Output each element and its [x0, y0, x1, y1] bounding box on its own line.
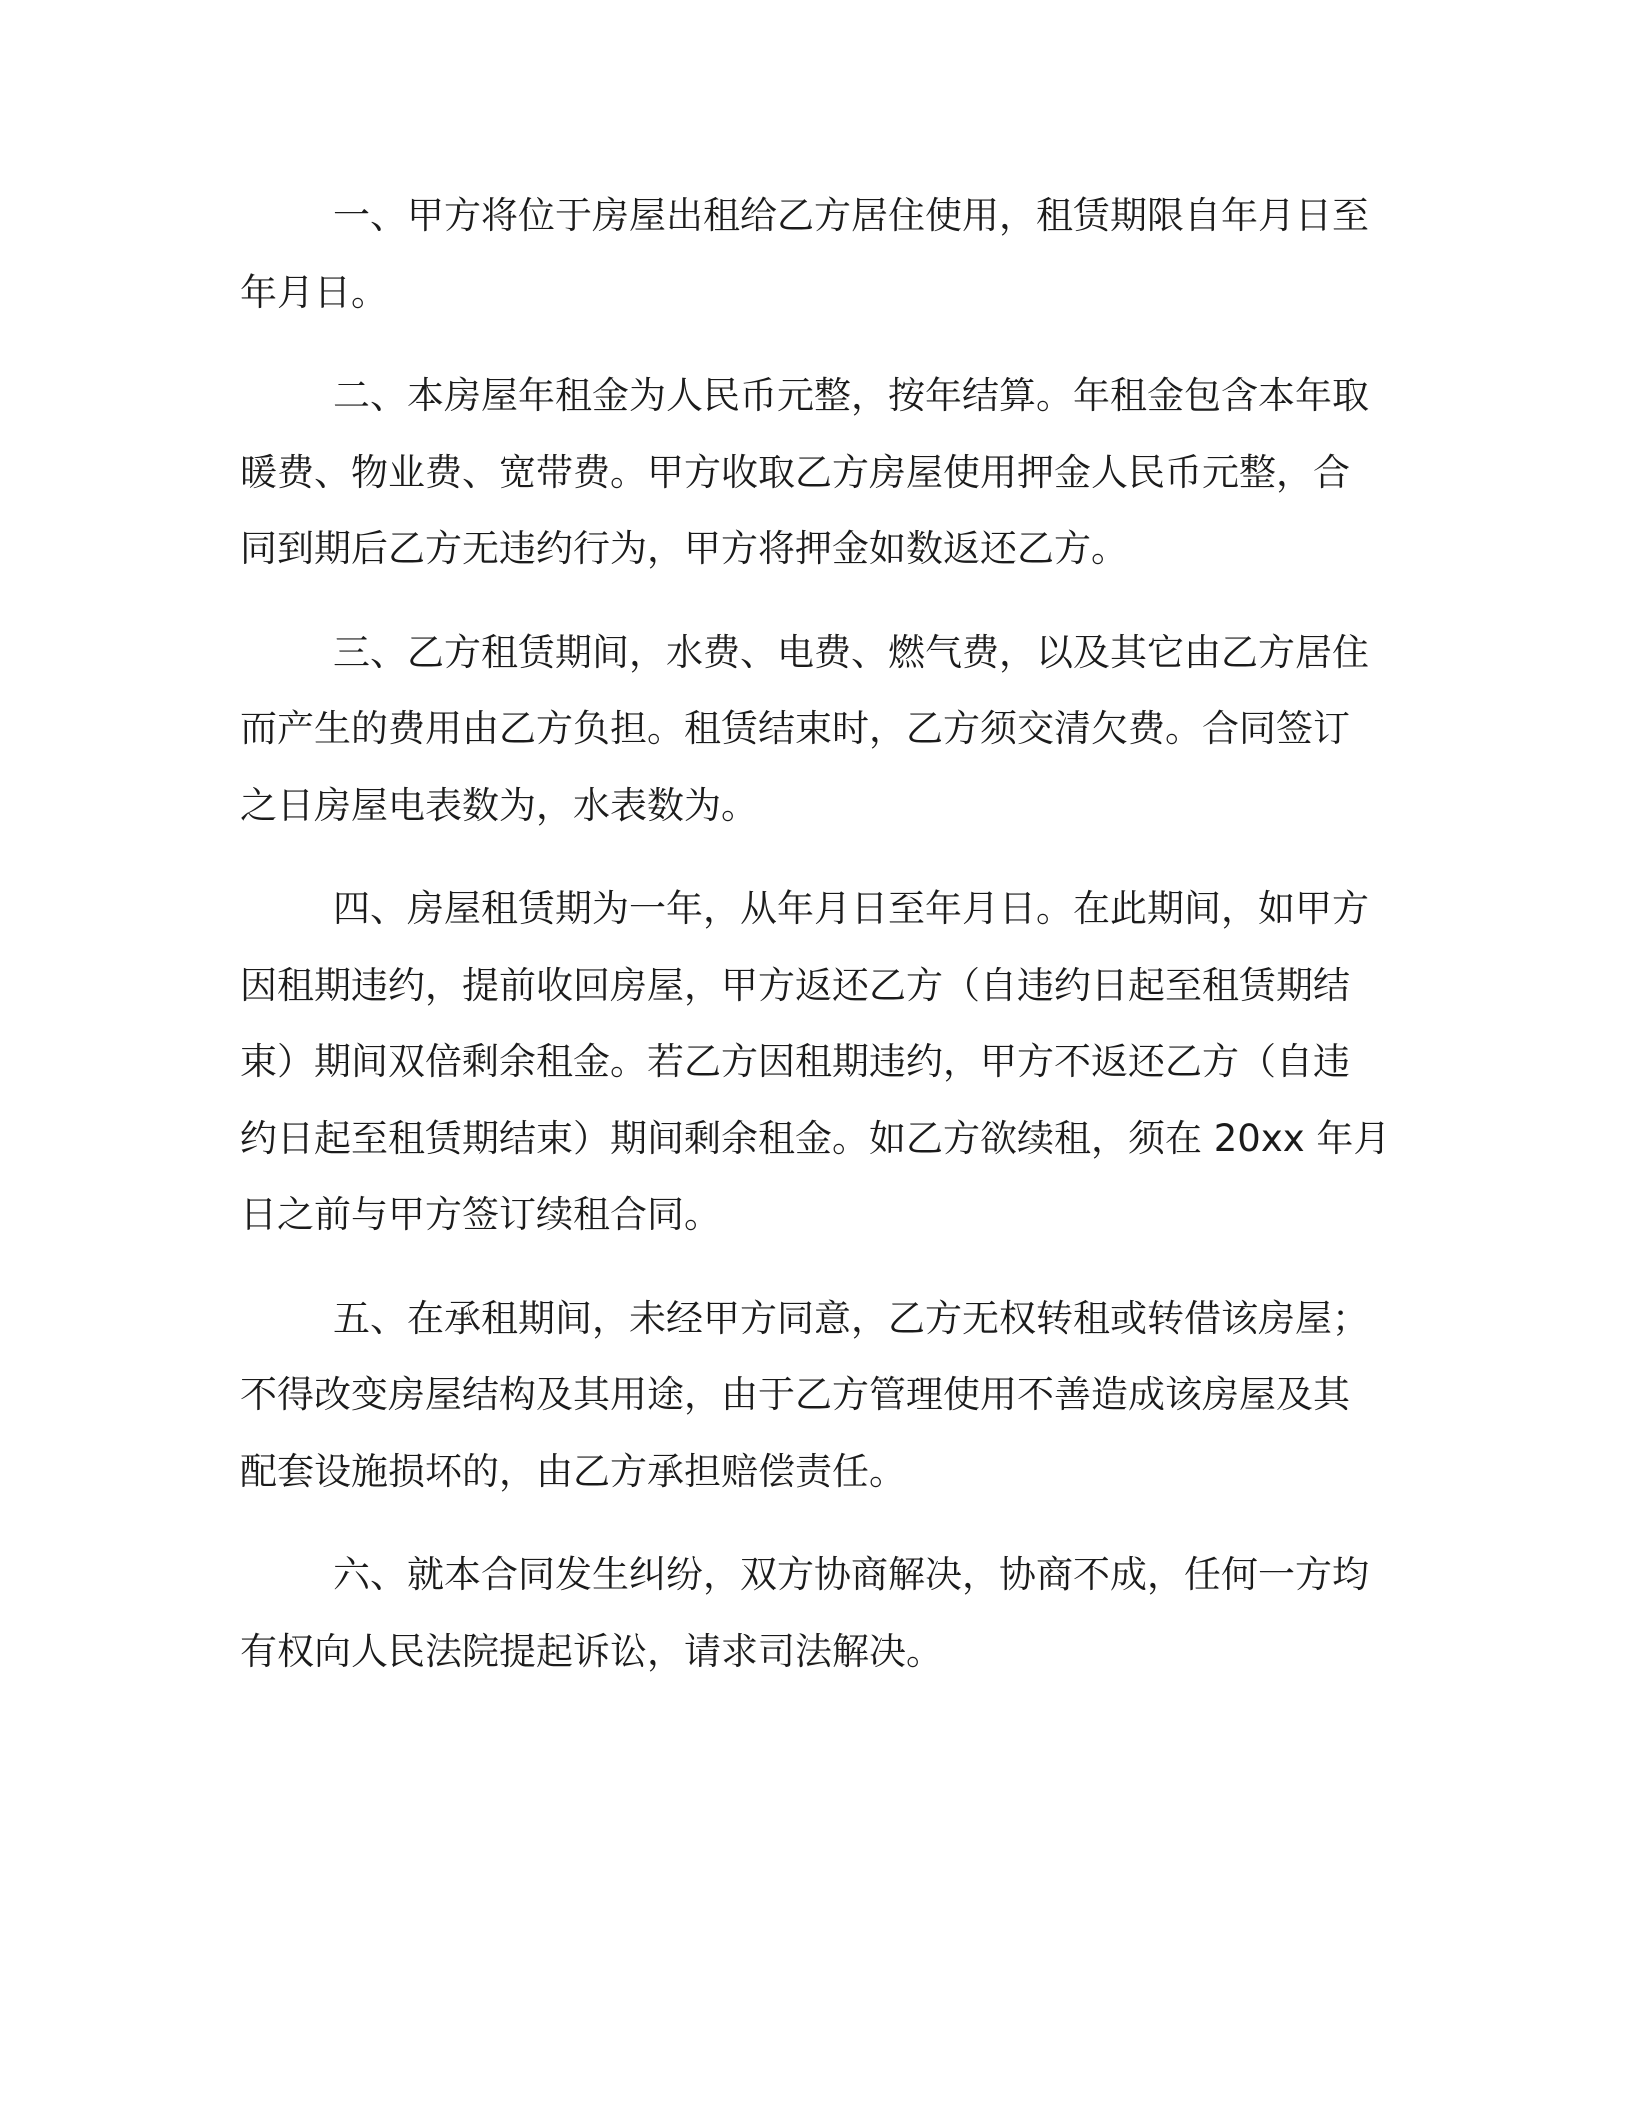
- clause-4-line-3: 束）期间双倍剩余租金。若乙方因租期违约，甲方不返还乙方（自违: [240, 1040, 1350, 1083]
- clause-5-paragraph: [240, 1281, 1432, 1511]
- clause-4-paragraph: [240, 871, 1432, 1254]
- clause-3-line-1: 三、乙方租赁期间，水费、电费、燃气费，以及其它由乙方居住: [333, 630, 1369, 674]
- clause-4-line-1: 四、房屋租赁期为一年，从年月日至年月日。在此期间，如甲方: [333, 887, 1369, 930]
- clause-2-line-1: 二、本房屋年租金为人民币元整，按年结算。年租金包含本年取: [333, 374, 1369, 417]
- clause-4-line-4: 约日起至租赁期结束）期间剩余租金。如乙方欲续租，须在 20xx 年月: [240, 1116, 1391, 1160]
- clause-5-line-1: 五、在承租期间，未经甲方同意，乙方无权转租或转借该房屋；: [333, 1296, 1369, 1340]
- clause-2-line-3: 同到期后乙方无违约行为，甲方将押金如数返还乙方。: [240, 527, 1128, 570]
- clause-4-line-5: 日之前与甲方签订续租合同。: [240, 1193, 721, 1236]
- clause-3-line-2: 而产生的费用由乙方负担。租赁结束时，乙方须交清欠费。合同签订: [240, 707, 1350, 750]
- clause-2-line-2: 暖费、物业费、宽带费。甲方收取乙方房屋使用押金人民币元整，合: [240, 450, 1350, 494]
- clause-6-line-1: 六、就本合同发生纠纷，双方协商解决，协商不成，任何一方均: [333, 1553, 1369, 1596]
- clause-1-line-2: 年月日。: [240, 270, 388, 314]
- clause-2-paragraph: [240, 358, 1432, 588]
- clause-6-line-2: 有权向人民法院提起诉讼，请求司法解决。: [240, 1629, 943, 1673]
- clause-3-line-3: 之日房屋电表数为，水表数为。: [240, 783, 758, 827]
- clause-6-paragraph: [240, 1537, 1432, 1690]
- clause-3-paragraph: [240, 615, 1432, 845]
- clause-5-line-2: 不得改变房屋结构及其用途，由于乙方管理使用不善造成该房屋及其: [240, 1373, 1350, 1416]
- clause-4-line-2: 因租期违约，提前收回房屋，甲方返还乙方（自违约日起至租赁期结: [240, 963, 1350, 1007]
- clause-5-line-3: 配套设施损坏的，由乙方承担赔偿责任。: [240, 1449, 906, 1493]
- clause-1-paragraph: [240, 178, 1432, 331]
- clause-1-line-1: 一、甲方将位于房屋出租给乙方居住使用，租赁期限自年月日至: [333, 194, 1369, 237]
